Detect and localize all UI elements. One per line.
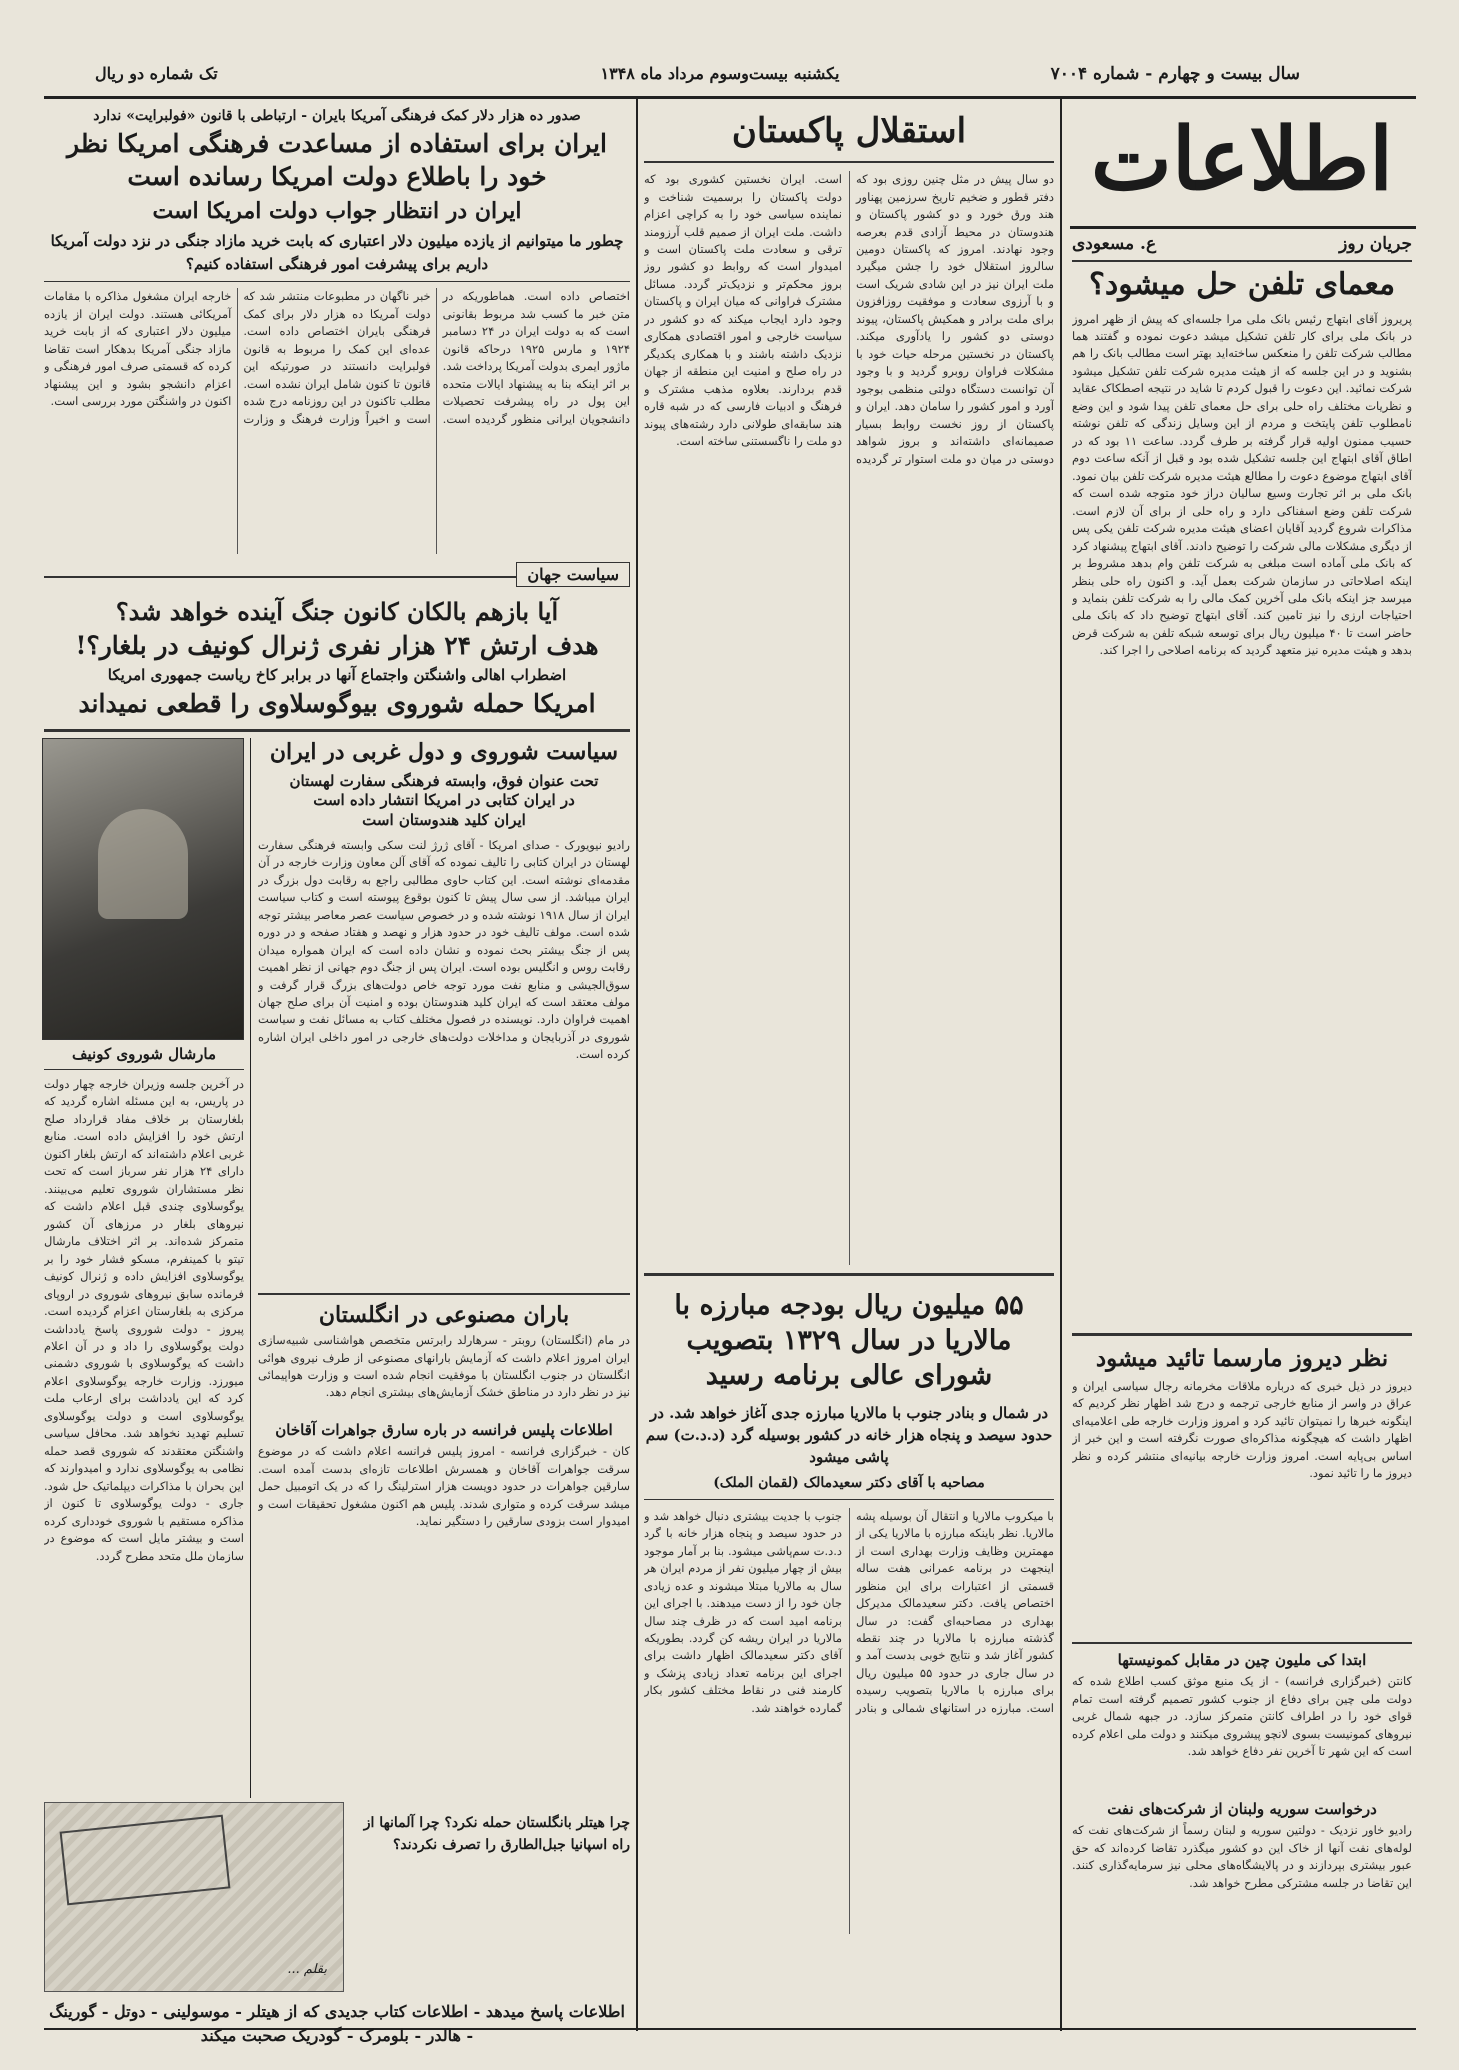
budget-headline: ۵۵ میلیون ریال بودجه مبارزه با مالاریا در سال ۱۳۲۹ بتصویب شورای عالی برنامه رسید	[674, 1290, 1024, 1392]
masthead-rule	[1070, 226, 1416, 229]
column-kicker: جریان روز	[1339, 234, 1412, 254]
column-rule-right	[1060, 96, 1062, 2031]
telephone-body: پریروز آقای ابتهاج رئیس بانک ملی مرا جلسه‌ای که پیش از ظهر امروز در بانک ملی برای کار تلفن تشکیل میشد دعوت نموده و گفتند هما مطالب شرکت تلفن را منعکس ساخته‌اید بهتر است مطالب بانک را هم بشنوید و در این جلسه که از هیئت مدیره شرکت تلفن تشکیل میشود شرکت نمائید. این دعوت را قبول کردم تا شاید در نتیجه اصطکاک عقاید و نظریات مختلف راه حلی برای حل معمای تلفن پیدا شود و این وضع نامطلوب تلفن پایتخت و مردم از این وسایل زندگی که تلفن نوشته حسیب ممنون اولیه قرار گرفته بر طرف گردد. ساعت ۱۱ بود که در اطاق آقای ابتهاج این جلسه تشکیل شده بود و قبل از آنکه ساعت دوم آقای ابتهاج موضوع دعوت را مطالع هیئت مدیره شرکت تلفن بیان نمود. بانک ملی بر اثر تجارت وسیع سالیان دراز خود متوجه شده است که شرکت تلفن وضع اسفناکی دارد و راه حلی از برای آن لازم است. مذاکرات شروع گردید آقایان اعضای هیئت مدیره شرکت تلفن یکی پس از دیگری مشکلات مالی شرکت را توضیح دادند. آقای ابتهاج پیشنهاد کرد که بانک ملی آماده است مبلغی به شرکت تلفن وام بدهد مشروط بر اینکه اصلاحاتی در سازمان شرکت بعمل آید. و اکنون راه حلی بنظر میرسد جز اینکه بانک ملی آخرین کمک مالی را به شرکت تلفن بنماید و احتیاجات ارزی را نیز تامین کند. آقای ابتهاج توضیح داد که بانک ملی حاضر است تا ۴۰ میلیون ریال برای توسعه شبکه تلفن به شرکت قرض بدهد و هیئت مدیره نیز متعهد گردید که برنامه اصلاحی را اجرا کند.	[1072, 311, 1412, 658]
culture-body: اختصاص داده است. هماطوریکه در متن خبر ما کسب شد مربوط بقانونی است که به دولت ایران در ۲۴ دسامبر ۱۹۲۴ و مارس ۱۹۲۵ درحاکه قانون ماژور ایمری بدولت آمریکا پرداخت شد. بر اثر اینکه بنا به پیشنهاد ایالات متحده این پول در راه پیشرفت تحصیلات دانشجویان ایرانی منظور گردیده است. خبر ناگهان در مطبوعات منتشر شد که دولت آمریکا ده هزار دلار برای کمک فرهنگی بایران اختصاص داده است. عده‌ای این کمک را مربوط به قانون فولبرایت دانستند در صورتیکه این قانون تا کنون شامل ایران نشده است. مطلب تاکنون در این روزنامه درج شده است و اخیراً وزارت فرهنگ و وزارت خارجه ایران مشغول مذاکره با مقامات آمریکائی هستند. دولت ایران از یازده میلیون دلار اعتباری که از بابت خرید مازاد جنگی آمریکا بدهکار است تقاضا کرده که قسمتی صرف امور فرهنگی و اعزام دانشجو بشود و این پیشنهاد اکنون در واشنگتن مورد بررسی است.	[44, 289, 630, 426]
rain-rule	[258, 1293, 630, 1295]
soviet-deck-3: ایران کلید هندوستان است	[362, 810, 526, 829]
aga-khan-body: کان - خبرگزاری فرانسه - امروز پلیس فرانسه اعلام داشت که در موضوع سرقت جواهرات آقاخان و همسرش اطلاعات تازه‌ای بدست آمده است. سارقین جواهرات در حدود دویست هزار استرلینگ را که در یک اتومبیل حمل میشد سرقت کرده و متواری شدند. پلیس هم اکنون مشغول تحقیقات است و امیدوار است بزودی سارقین را دستگیر نماید.	[258, 1444, 630, 1529]
cartoon-flag-shape	[60, 1814, 231, 1905]
portrait-caption: مارشال شوروی کونیف	[72, 1044, 216, 1063]
culture-kicker: صدور ده هزار دلار کمک فرهنگی آمریکا بایران - ارتباطی با قانون «فولبرایت» ندارد	[93, 108, 581, 124]
soviet-headline: سیاست شوروی و دول غربی در ایران	[269, 738, 619, 765]
soviet-top-rule	[44, 729, 630, 732]
budget-rule	[644, 1273, 1054, 1276]
top-rule	[44, 96, 1416, 99]
budget-deck: در شمال و بنادر جنوب با مالاریا مبارزه جدی آغاز خواهد شد. در حدود سیصد و پنجاه هزار خانه در کشور بوسیله گرد (د.د.ت) سم پاشی میشود	[645, 1404, 1053, 1466]
culture-deck: چطور ما میتوانیم از یازده میلیون دلار اعتباری که بابت خرید مازاد جنگی در نزد دولت آمریکا داریم برای پیشرفت امور فرهنگی استفاده کنیم؟	[50, 232, 624, 273]
left-column	[44, 104, 630, 2045]
budget-body: با میکروب مالاریا و انتقال آن بوسیله پشه مالاریا. نظر باینکه مبارزه با مالاریا یکی از مهمترین وظایف وزارت بهداری است از اینجهت در برنامه عمرانی هفت ساله قسمتی از اعتبارات برای این منظور اختصاص یافت. دکتر سعیدمالک مدیرکل بهداری در مصاحبه‌ای گفت: در سال گذشته مبارزه با مالاریا در چند نقطه کشور آغاز شد و نتایج خوبی بدست آمد و در سال جاری در حدود ۵۵ میلیون ریال برای مبارزه با مالاریا بتصویب رسیده است. مبارزه در استانهای شمالی و بنادر جنوب با جدیت بیشتری دنبال خواهد شد و در حدود سیصد و پنجاه هزار خانه با گرد د.د.ت سم‌پاشی میشود. بنا بر آمار موجود بیش از چهار میلیون نفر از مردم ایران هر سال به مالاریا مبتلا میشوند و عده زیادی جان خود را از دست میدهند. با اجرای این برنامه امید است که در ظرف چند سال مالاریا در ایران ریشه کن گردد. بطوریکه آقای دکتر سعیدمالک اظهار داشت برای اجرای این برنامه تعداد زیادی پزشک و کارمند فنی در نقاط مختلف کشور بکار گمارده خواهند شد.	[644, 1508, 1054, 1715]
portrait-face-shape	[98, 809, 188, 919]
soviet-block	[258, 738, 630, 1798]
konev-portrait	[42, 738, 244, 1040]
pakistan-rule	[644, 161, 1054, 163]
china-body: کانتن (خبرگزاری فرانسه) - از یک منبع موثق کسب اطلاع شده که دولت ملی چین برای دفاع از جنوب کشور تصمیم گرفته است تمام قوای خود را در اطراف کانتن متمرکز سازد. در جبهه شمال غربی نیروهای کمونیست بسوی لانچو پیشروی میکنند و دولت ملی اعلام کرده است که این شهر تا آخرین نفر دفاع خواهد شد.	[1072, 1674, 1412, 1759]
cartoon-signature: بقلم ...	[287, 1961, 327, 1977]
soviet-deck-1: تحت عنوان فوق، وابسته فرهنگی سفارت لهستان	[289, 772, 599, 791]
telephone-headline: معمای تلفن حل میشود؟	[1088, 267, 1396, 302]
opinion-body: دیروز در ذیل خبری که درباره ملاقات مخرمانه رجال سیاسی ایران و عراق در واسر از منابع خارجی ترجمه و درج شد اظهار نظر کردیم که اینگونه خبرها را نمیتوان تائید کرد و امروز وزارت خارجه طی اعلامیه‌ای اظهار داشت که هیچگونه مذاکره‌ای صورت نگرفته است و این خبر از اساس بی‌پایه است. امروز وزارت خارجه بیانیه‌ای منتشر کرده و نظر دیروز ما را تائید نمود.	[1072, 1378, 1412, 1481]
soviet-body: رادیو نیویورک - صدای امریکا - آقای ژرژ لنت سکی وابسته فرهنگی سفارت لهستان در ایران کتابی را تالیف نموده که آقای آلن معاون وزارت خارجه در آن مقدمه‌ای نوشته است. این کتاب حاوی مطالبی راجع به رقابت دول بزرگ در ایران میباشد. از سی سال پیش تا کنون بوقوع پیوسته است و کتاب سیاست ایران از سال ۱۹۱۸ نوشته شده و در خصوص سیاست عصر معاصر بیشتر توجه شده است. مولف تالیف خود در حدود هزار و نهصد و هفتاد صفحه و در دوره پس از جنگ بیشتر بحث نموده و نشان داده است که ایران همواره میدان رقابت روس و انگلیس بوده است. ایران پس از جنگ دوم جهانی از نظر اهمیت سوق‌الجیشی و منابع نفت مورد توجه خاص دولت‌های بزرگ قرار گرفت و مولف معتقد است که ایران کلید هندوستان بوده و امنیت آن برای صلح جهان اهمیت فراوان دارد. نویسنده در فصول مختلف کتاب به مسائل نفت و سیاست شوروی در آذربایجان و مداخلات دولت‌های خارجی در امور داخلی ایران اشاره کرده است.	[258, 837, 630, 1062]
rain-headline: باران مصنوعی در انگلستان	[318, 1301, 570, 1328]
column-author: ع. مسعودی	[1072, 234, 1157, 254]
budget-subrule	[644, 1499, 1054, 1500]
syria-body: رادیو خاور نزدیک - دولتین سوریه و لبنان رسماً از شرکت‌های نفت که لوله‌های نفت آنها از خاک این دو کشور میگذرد تقاضا کرده‌اند که حق عبور بیشتری بپردازند و در پالایشگاه‌های محلی نیز سرمایه‌گذاری کنند. این تقاضا در جلسه مشترکی مطرح خواهد شد.	[1072, 1823, 1412, 1890]
konev-block	[44, 738, 244, 1798]
issue-line: سال بیست و چهارم - شماره ۷۰۰۴	[1050, 64, 1300, 84]
price-line: تک شماره دو ریال	[95, 64, 218, 83]
soviet-deck-2: در ایران کتابی در امریکا انتشار داده است	[313, 791, 575, 810]
china-headline: ابتدا کی ملیون چین در مقابل کمونیستها	[1117, 1650, 1367, 1669]
opinion-headline: نظر دیروز مارسما تائید میشود	[1095, 1344, 1389, 1372]
aga-khan-headline: اطلاعات پلیس فرانسه در باره سارق جواهرات آقاخان	[275, 1421, 613, 1440]
world-banner: امریکا حمله شوروی بیوگوسلاوی را قطعی نمیداند	[78, 688, 596, 718]
column-rule-middle	[636, 96, 638, 2031]
china-rule	[1072, 1642, 1412, 1644]
world-deck: اضطراب اهالی واشنگتن واجتماع آنها در برابر کاخ ریاست جمهوری امریکا	[107, 665, 567, 684]
world-label: سیاست جهان	[516, 562, 630, 587]
book-ad	[44, 1802, 630, 2070]
kicker-rule	[1072, 260, 1412, 262]
cartoon-text-bottom: اطلاعات پاسخ میدهد - اطلاعات کتاب جدیدی که از هیتلر - موسولینی - دوتل - گورینگ - هالدر - بلومرک - گودریک صحبت میکند	[49, 2001, 625, 2045]
budget-interview: مصاحبه با آقای دکتر سعیدمالک (لقمان الملک)	[713, 1474, 985, 1491]
lower-left-area	[44, 738, 630, 1798]
cartoon-illustration	[44, 1802, 344, 1992]
rain-body: در مام (انگلستان) روبتر - سرهارلد رابرتس متخصص هواشناسی شبیه‌سازی ایران امروز اعلام داشت که آزمایش بارانهای مصنوعی از طرف نیروی هوائی انگلستان در جنوب انگلستان با موفقیت انجام شده است و وزارت هواپیمائی نیز در نظر دارد در مناطق خشک آزمایش‌های بیشتری انجام دهد.	[258, 1333, 630, 1400]
caption-rule	[44, 1069, 244, 1070]
right-column	[1072, 234, 1412, 2026]
world-headline: هدف ارتش ۲۴ هزار نفری ژنرال کونیف در بلغار؟!	[75, 630, 599, 660]
syria-headline: درخواست سوریه ولبنان از شرکت‌های نفت	[1107, 1800, 1377, 1819]
world-kicker: آیا بازهم بالکان کانون جنگ آینده خواهد شد؟	[115, 597, 559, 627]
culture-rule	[44, 281, 630, 282]
konev-body: در آخرین جلسه وزیران خارجه چهار دولت در پاریس، به این مسئله اشاره گردید که بلغارستان بر خلاف مفاد قرارداد صلح ارتش خود را افزایش داده است. منابع غربی اعلام داشته‌اند که ارتش بلغار اکنون دارای ۲۴ هزار نفر سرباز است که تحت نظر مستشاران شوروی تعلیم می‌بینند. یوگوسلاوی چندی قبل اعلام داشت که نیروهای بلغار در مرزهای آن کشور متمرکز شده‌اند. بر اثر اختلاف مارشال تیتو با کمینفرم، مسکو فشار خود را بر یوگوسلاوی افزایش داده و ژنرال کونیف فرمانده سابق نیروهای شوروی در اروپای مرکزی به بلغارستان اعزام گردیده است. پیروز - دولت شوروی پاسخ یادداشت دولت یوگوسلاوی را داد و در آن اعلام داشت که یوگوسلاوی با شوروی دشمنی میورزد. وزارت خارجه یوگوسلاوی اعلام کرد که این یادداشت برای ارعاب ملت یوگوسلاوی است و دولت یوگوسلاوی تسلیم تهدید نخواهد شد. محافل سیاسی واشنگتن معتقدند که شوروی قصد حمله نظامی به یوگوسلاوی ندارد و امیدوارند که این بحران با مذاکرات دیپلماتیک حل شود. جاری - دولت یوگوسلاوی تا کنون از مذاکره مستقیم با شوروی خودداری کرده است و بیشتر مایل است که موضوع در سازمان ملل متحد مطرح گردد.	[44, 1076, 244, 1563]
masthead-logo: اطلاعات	[1090, 109, 1394, 210]
middle-column	[644, 104, 1054, 2024]
pakistan-body: دو سال پیش در مثل چنین روزی بود که دفتر قطور و ضخیم تاریخ سرزمین پهناور هند ورق خورد و دو کشور پاکستان و هندوستان در محیط آزادی قدم بعرصه وجود نهادند. امروز که پاکستان دومین سالروز استقلال خود را جشن میگیرد ملت ایران نیز در این شادی شریک است و با آرزوی سعادت و موفقیت روزافزون برای ملت برادر و همکیش پاکستان، پیوند دوستی دو کشور را یادآوری میکند. پاکستان در نخستین مرحله حیات خود با مشکلات فراوان روبرو گردید و با وجود آن توانست دستگاه دولتی منظمی بوجود آورد و امور کشور را سامان دهد. ایران و پاکستان از روز نخست روابط بسیار صمیمانه‌ای داشته‌اند و بروز شواهد دوستی در میان دو ملت استوار تر گردیده است. ایران نخستین کشوری بود که دولت پاکستان را برسمیت شناخت و نماینده سیاسی خود را به کراچی اعزام داشت. ملت ایران از صمیم قلب آرزومند ترقی و سعادت ملت پاکستان است و امیدوار است که روابط دو کشور روز بروز محکم‌تر و نزدیک‌تر گردد. مسائل مشترک فراوانی که میان ایران و پاکستان وجود دارد ایجاب میکند که دو کشور در سیاست خارجی و امور اقتصادی همکاری نزدیک داشته باشند و با همکاری یکدیگر در راه صلح و امنیت این منطقه از جهان قدم بردارند. بعلاوه مذهب مشترک و فرهنگ و ادبیات فارسی که در شبه قاره هند سابقه‌ای طولانی دارد رشته‌های پیوند دو ملت را ناگسستنی ساخته است.	[644, 172, 1054, 466]
opinion-rule	[1072, 1333, 1412, 1336]
culture-headline: ایران برای استفاده از مساعدت فرهنگی امریکا نظر خود را باطلاع دولت امریکا رسانده است	[67, 129, 607, 191]
date-line: یکشنبه بیست‌وسوم مرداد ماه ۱۳۴۸	[600, 64, 840, 83]
soviet-column-rule	[250, 738, 251, 1798]
pakistan-headline: استقلال پاکستان	[731, 111, 967, 151]
cartoon-text-top: چرا هیتلر بانگلستان حمله نکرد؟ چرا آلمانها از راه اسپانیا جبل‌الطارق را تصرف نکردند؟	[363, 1814, 630, 1854]
culture-subheadline: ایران در انتظار جواب دولت امریکا است	[152, 198, 522, 225]
